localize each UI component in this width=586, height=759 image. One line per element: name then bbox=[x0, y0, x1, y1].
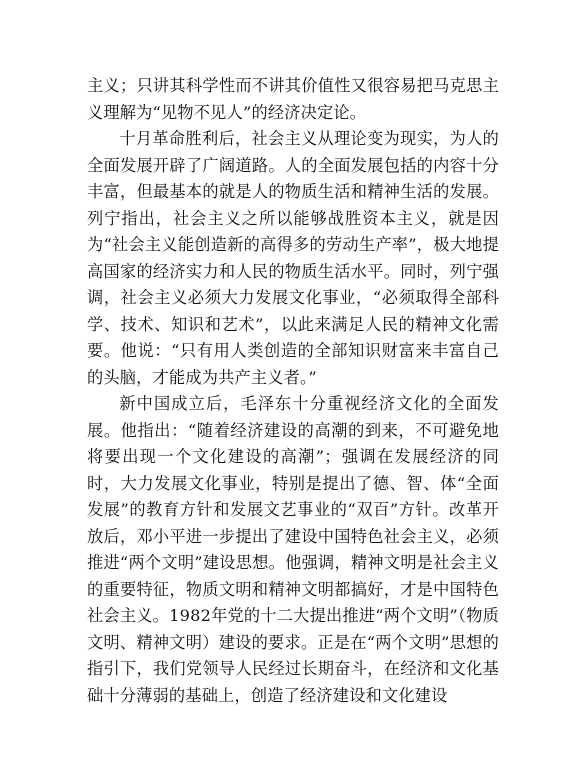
paragraph-october-revolution: 十月革命胜利后，社会主义从理论变为现实，为人的全面发展开辟了广阔道路。人的全面发展包括的内容十分丰富，但最基本的就是人的物质生活和精神生活的发展。列宁指出，社会主义之所以能够战胜资本主义，就是因为“社会主义能创造新的高得多的劳动生产率”，极大地提高国家的经济实力和人民的物质生活水平。同时，列宁强调，社会主义必须大力发展文化事业，“必须取得全部科学、技术、知识和艺术”，以此来满足人民的精神文化需要。他说：“只有用人类创造的全部知识财富来丰富自己的头脑，才能成为共产主义者。” bbox=[87, 129, 499, 387]
body-text bbox=[87, 73, 499, 709]
paragraph-continued: 主义；只讲其科学性而不讲其价值性又很容易把马克思主义理解为“见物不见人”的经济决定论。 bbox=[87, 76, 499, 122]
paragraph-new-china: 新中国成立后，毛泽东十分重视经济文化的全面发展。他指出：“随着经济建设的高潮的到来，不可避免地将要出现一个文化建设的高潮”；强调在发展经济的同时，大力发展文化事业，特别是提出了德、智、体“全面发展”的教育方针和发展文艺事业的“双百”方针。改革开放后，邓小平进一步提出了建设中国特色社会主义，必须推进“两个文明”建设思想。他强调，精神文明是社会主义的重要特征，物质文明和精神文明都搞好，才是中国特色社会主义。1982年党的十二大提出推进“两个文明”（物质文明、精神文明）建设的要求。正是在“两个文明”思想的指引下，我们党领导人民经过长期奋斗，在经济和文化基础十分薄弱的基础上，创造了经济建设和文化建设 bbox=[87, 394, 499, 705]
